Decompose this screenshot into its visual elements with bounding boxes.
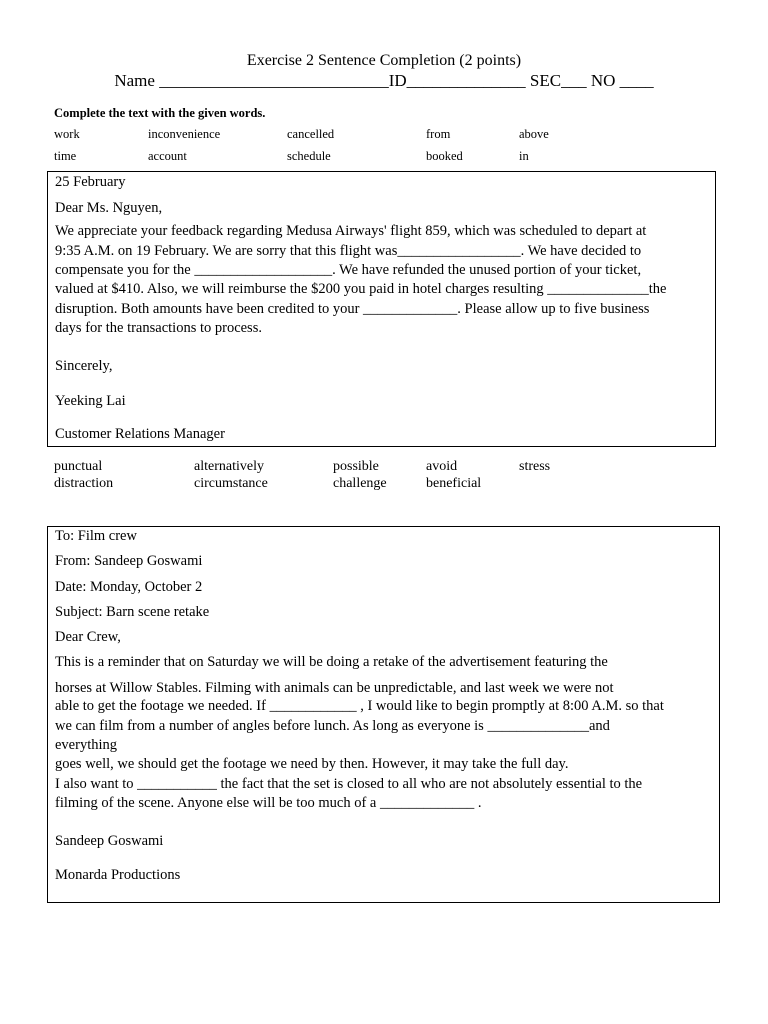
name-id-line: Name ___________________________ID______________ SEC___ NO ____ <box>114 71 654 90</box>
memo-line: everything <box>55 737 118 753</box>
letter-line: We appreciate your feedback regarding Medusa Airways' flight 859, which was scheduled to depart at <box>55 223 647 239</box>
letter-line: disruption. Both amounts have been credited to your _____________. Please allow up to five business <box>55 301 650 317</box>
word-bank-word: punctual <box>54 459 103 474</box>
memo-date: Date: Monday, October 2 <box>55 579 203 595</box>
memo-company: Monarda Productions <box>55 867 181 883</box>
word-bank-word: possible <box>333 459 379 474</box>
word-bank-word: circumstance <box>194 476 268 491</box>
letter-greeting: Dear Ms. Nguyen, <box>55 200 163 216</box>
word-bank-word: stress <box>519 459 551 474</box>
letter-line: compensate you for the ___________________. We have refunded the unused portion of your ticket, <box>55 262 642 278</box>
letter-line: valued at $410. Also, we will reimburse the $200 you paid in hotel charges resulting ______________the <box>55 281 667 297</box>
word-bank-word: account <box>148 149 187 163</box>
word-bank-word: above <box>519 127 549 141</box>
instruction-text: Complete the text with the given words. <box>54 106 266 120</box>
letter-position: Customer Relations Manager <box>55 426 225 442</box>
memo-line: horses at Willow Stables. Filming with animals can be unpredictable, and last week we were not <box>55 680 614 696</box>
word-bank-word: time <box>54 149 77 163</box>
letter-date: 25 February <box>55 174 126 190</box>
word-bank-word: alternatively <box>194 459 264 474</box>
memo-line: we can film from a number of angles before lunch. As long as everyone is ______________and <box>55 718 610 734</box>
word-bank-word: schedule <box>287 149 331 163</box>
word-bank-word: avoid <box>426 459 458 474</box>
memo-line: able to get the footage we needed. If ____________ , I would like to begin promptly at 8:00 A.M. so that <box>55 698 664 714</box>
memo-line: I also want to ___________ the fact that the set is closed to all who are not absolutely essential to the <box>55 776 643 792</box>
letter-closing: Sincerely, <box>55 358 113 374</box>
memo-subject: Subject: Barn scene retake <box>55 604 210 620</box>
word-bank-word: inconvenience <box>148 127 221 141</box>
word-bank-word: work <box>54 127 80 141</box>
memo-line: This is a reminder that on Saturday we will be doing a retake of the advertisement featuring the <box>55 654 608 670</box>
exercise-title: Exercise 2 Sentence Completion (2 points) <box>246 52 522 69</box>
memo-line: filming of the scene. Anyone else will be too much of a _____________ . <box>55 795 482 811</box>
word-bank-word: in <box>519 149 529 163</box>
memo-from: From: Sandeep Goswami <box>55 553 203 569</box>
letter-line: days for the transactions to process. <box>55 320 262 336</box>
memo-signature: Sandeep Goswami <box>55 833 164 849</box>
letter-signature: Yeeking Lai <box>55 393 126 409</box>
word-bank-word: booked <box>426 149 463 163</box>
memo-line: goes well, we should get the footage we need by then. However, it may take the full day. <box>55 756 569 772</box>
memo-to: To: Film crew <box>55 528 137 544</box>
word-bank-word: distraction <box>54 476 114 491</box>
word-bank-word: challenge <box>333 476 387 491</box>
word-bank-word: beneficial <box>426 476 482 491</box>
memo-greeting: Dear Crew, <box>55 629 121 645</box>
word-bank-word: cancelled <box>287 127 335 141</box>
word-bank-word: from <box>426 127 451 141</box>
letter-line: 9:35 A.M. on 19 February. We are sorry that this flight was_________________. We have decided to <box>55 243 642 259</box>
